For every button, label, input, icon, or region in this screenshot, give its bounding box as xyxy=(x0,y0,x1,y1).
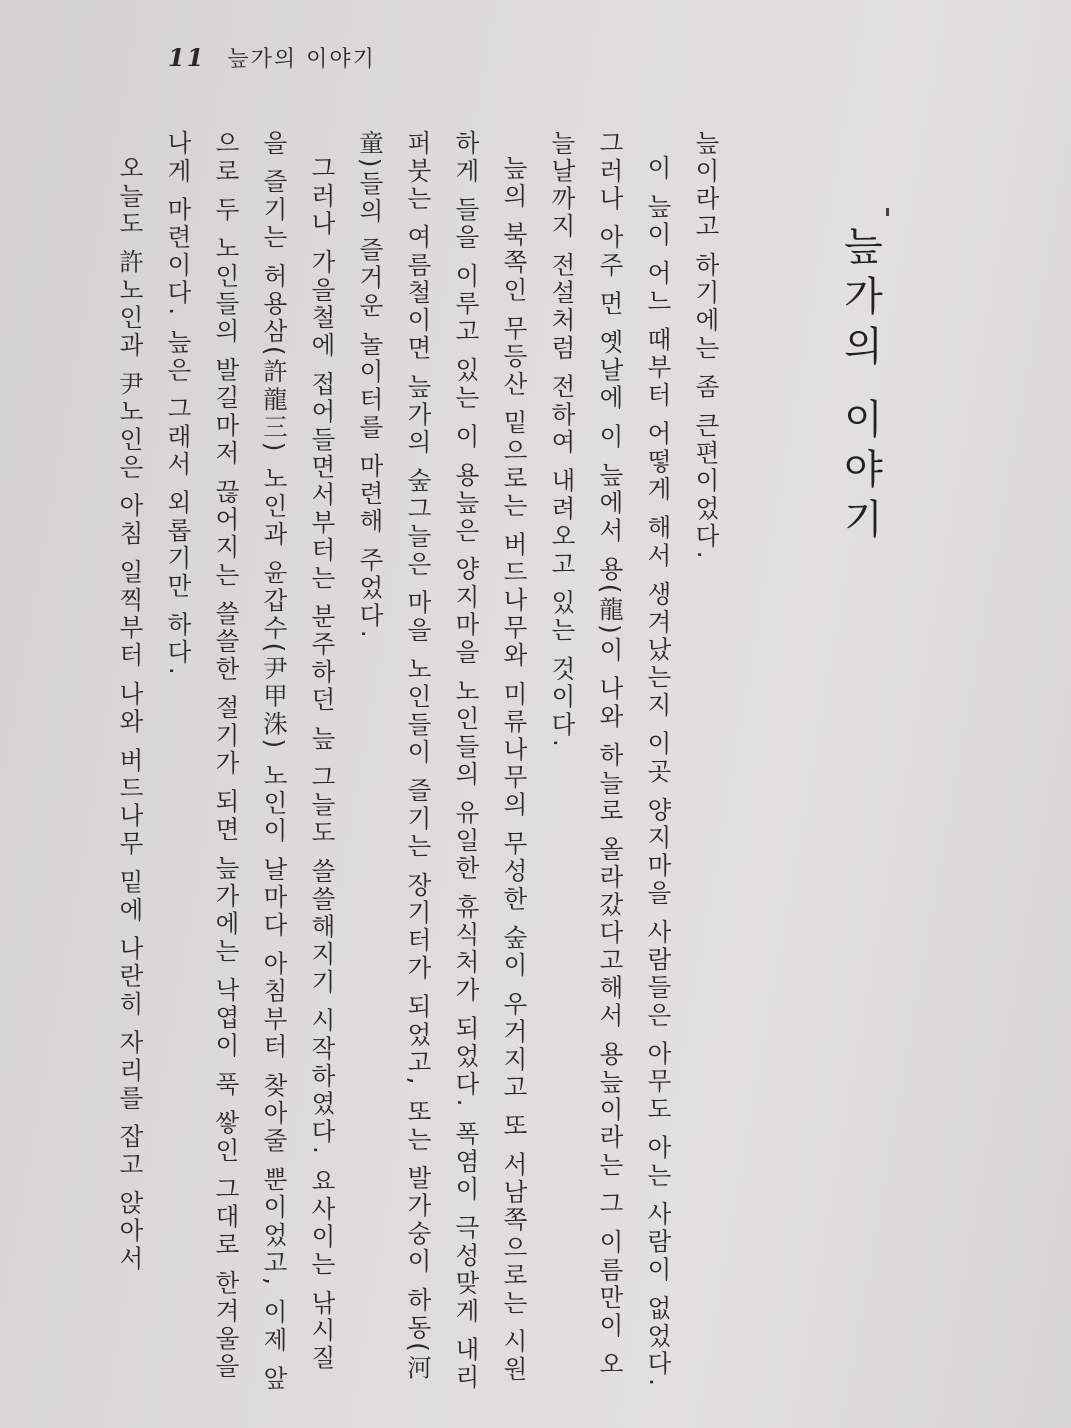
body-text xyxy=(116,130,730,1400)
paragraph-4: 그러나 가을철에 접어들면서부터는 분주하던 늪 그늘도 쓸쓸해지기 시작하였다. 요사이는 낚시질을 즐기는 허용삼(許龍三) 노인과 윤갑수(尹甲洙) 노인이 날마다 아침부터 찾아줄 뿐이었고, 이제 앞으로 두 노인들의 발길마저 끊어지는 쓸쓸한 절기가 되면 늪가에는 낙엽이 푹 쌓인 그대로 한겨울을 나게 마련이다. 늪은 그래서 외롭기만 하다. xyxy=(164,130,337,1394)
chapter-title: 늪가의 이야기 xyxy=(837,225,883,548)
page-number: 11 xyxy=(168,43,206,72)
print-mark xyxy=(886,208,889,216)
running-head xyxy=(168,42,376,73)
paragraph-1: 늪이라고 하기에는 좀 큰편이었다. xyxy=(692,130,721,562)
paragraph-5: 오늘도 許노인과 尹노인은 아침 일찍부터 나와 버드나무 밑에 나란히 자리를 잡고 앉아서 xyxy=(116,154,145,1273)
paragraph-2: 이 늪이 어느 때부터 어떻게 해서 생겨났는지 이곳 양지마을 사람들은 아무도 아는 사람이 없었다. 그러나 아주 먼 옛날에 이 늪에서 용(龍)이 나와 하늘로 올라갔다고해서 용늪이라는 그 이름만이 오늘날까지 전설처럼 전하여 내려오고 있는 것이다. xyxy=(548,130,673,1389)
running-title: 늪가의 이야기 xyxy=(227,47,376,72)
paragraph-3: 늪의 북쪽인 무등산 밑으로는 버드나무와 미류나무의 무성한 숲이 우거지고 또 서남쪽으로는 시원하게 들을 이루고 있는 이 용늪은 양지마을 노인들의 유일한 휴식처가 되었다. 폭염이 극성맞게 내리퍼붓는 여름철이면 늪가의 숲그늘은 마을 노인들이 즐기는 장기터가 되었고, 또는 발가숭이 하동(河童)들의 즐거운 놀이터를 마련해 주었다. xyxy=(356,130,529,1392)
